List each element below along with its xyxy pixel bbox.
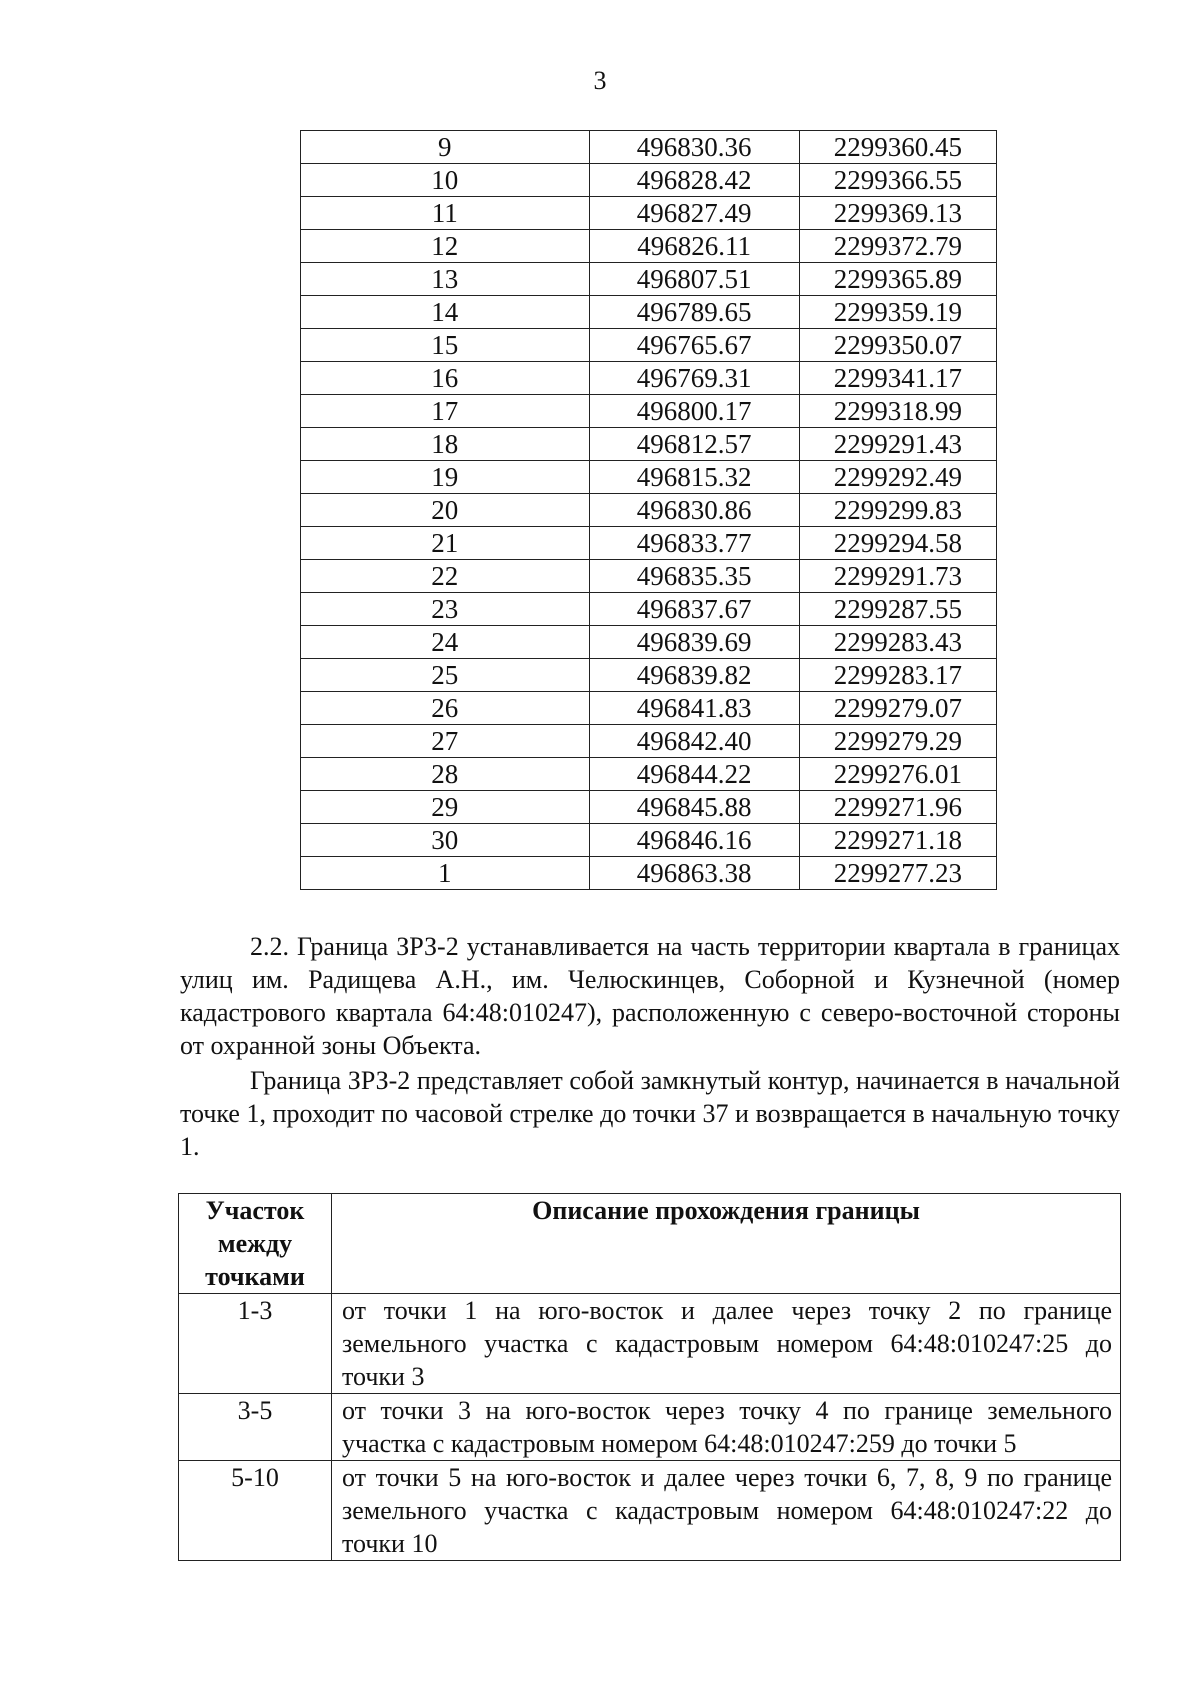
y-coordinate-cell: 2299299.83 — [799, 494, 996, 527]
point-number-cell: 12 — [301, 230, 590, 263]
description-table-body — [179, 1294, 1121, 1561]
point-number-cell: 10 — [301, 164, 590, 197]
y-coordinate-cell: 2299359.19 — [799, 296, 996, 329]
x-coordinate-cell: 496833.77 — [589, 527, 799, 560]
y-coordinate-cell: 2299341.17 — [799, 362, 996, 395]
y-coordinate-cell: 2299283.43 — [799, 626, 996, 659]
x-coordinate-cell: 496863.38 — [589, 857, 799, 890]
description-cell: от точки 5 на юго-восток и далее через точки 6, 7, 8, 9 по границе земельного участка с кадастровым номером 64:48:010247:22 до точки 10 — [332, 1461, 1121, 1561]
point-number-cell: 9 — [301, 131, 590, 164]
segment-cell: 3-5 — [179, 1394, 332, 1461]
y-coordinate-cell: 2299365.89 — [799, 263, 996, 296]
description-cell: от точки 1 на юго-восток и далее через точку 2 по границе земельного участка с кадастровым номером 64:48:010247:25 до точки 3 — [332, 1294, 1121, 1394]
x-coordinate-cell: 496815.32 — [589, 461, 799, 494]
point-number-cell: 22 — [301, 560, 590, 593]
table-row — [301, 395, 997, 428]
coordinates-table-body — [301, 131, 997, 890]
x-coordinate-cell: 496765.67 — [589, 329, 799, 362]
y-coordinate-cell: 2299279.29 — [799, 725, 996, 758]
point-number-cell: 26 — [301, 692, 590, 725]
table-row — [301, 527, 997, 560]
header-description: Описание прохождения границы — [332, 1194, 1121, 1294]
table-header-row — [179, 1194, 1121, 1294]
table-row — [301, 494, 997, 527]
table-row — [301, 659, 997, 692]
table-row — [301, 197, 997, 230]
y-coordinate-cell: 2299277.23 — [799, 857, 996, 890]
table-row — [301, 758, 997, 791]
x-coordinate-cell: 496846.16 — [589, 824, 799, 857]
paragraph-zrz2-boundary — [180, 930, 1120, 1062]
point-number-cell: 20 — [301, 494, 590, 527]
y-coordinate-cell: 2299372.79 — [799, 230, 996, 263]
table-row — [301, 593, 997, 626]
point-number-cell: 27 — [301, 725, 590, 758]
x-coordinate-cell: 496830.36 — [589, 131, 799, 164]
point-number-cell: 25 — [301, 659, 590, 692]
table-row — [301, 725, 997, 758]
table-row — [301, 626, 997, 659]
segment-cell: 1-3 — [179, 1294, 332, 1394]
x-coordinate-cell: 496839.82 — [589, 659, 799, 692]
x-coordinate-cell: 496842.40 — [589, 725, 799, 758]
point-number-cell: 19 — [301, 461, 590, 494]
x-coordinate-cell: 496789.65 — [589, 296, 799, 329]
y-coordinate-cell: 2299271.18 — [799, 824, 996, 857]
table-row — [179, 1394, 1121, 1461]
x-coordinate-cell: 496827.49 — [589, 197, 799, 230]
y-coordinate-cell: 2299369.13 — [799, 197, 996, 230]
y-coordinate-cell: 2299366.55 — [799, 164, 996, 197]
x-coordinate-cell: 496845.88 — [589, 791, 799, 824]
x-coordinate-cell: 496844.22 — [589, 758, 799, 791]
point-number-cell: 23 — [301, 593, 590, 626]
table-row — [301, 791, 997, 824]
table-row — [301, 164, 997, 197]
point-number-cell: 24 — [301, 626, 590, 659]
x-coordinate-cell: 496837.67 — [589, 593, 799, 626]
y-coordinate-cell: 2299287.55 — [799, 593, 996, 626]
x-coordinate-cell: 496841.83 — [589, 692, 799, 725]
x-coordinate-cell: 496769.31 — [589, 362, 799, 395]
table-row — [301, 857, 997, 890]
table-row — [301, 131, 997, 164]
description-cell: от точки 3 на юго-восток через точку 4 по границе земельного участка с кадастровым номером 64:48:010247:259 до точки 5 — [332, 1394, 1121, 1461]
point-number-cell: 21 — [301, 527, 590, 560]
point-number-cell: 13 — [301, 263, 590, 296]
table-row — [301, 428, 997, 461]
paragraph-contour — [180, 1064, 1120, 1163]
y-coordinate-cell: 2299318.99 — [799, 395, 996, 428]
y-coordinate-cell: 2299283.17 — [799, 659, 996, 692]
table-row — [301, 263, 997, 296]
point-number-cell: 30 — [301, 824, 590, 857]
x-coordinate-cell: 496800.17 — [589, 395, 799, 428]
point-number-cell: 1 — [301, 857, 590, 890]
table-row — [301, 560, 997, 593]
table-row — [301, 296, 997, 329]
table-row — [301, 362, 997, 395]
y-coordinate-cell: 2299276.01 — [799, 758, 996, 791]
x-coordinate-cell: 496830.86 — [589, 494, 799, 527]
point-number-cell: 11 — [301, 197, 590, 230]
table-row — [179, 1461, 1121, 1561]
coordinates-table — [300, 130, 997, 890]
x-coordinate-cell: 496812.57 — [589, 428, 799, 461]
y-coordinate-cell: 2299360.45 — [799, 131, 996, 164]
paragraph-text: Граница ЗРЗ-2 представляет собой замкнутый контур, начинается в начальной точке 1, проходит по часовой стрелке до точки 37 и возвращается в начальную точку 1. — [180, 1066, 1120, 1161]
table-row — [179, 1294, 1121, 1394]
table-row — [301, 824, 997, 857]
y-coordinate-cell: 2299279.07 — [799, 692, 996, 725]
paragraph-text: 2.2. Граница ЗРЗ-2 устанавливается на часть территории квартала в границах улиц им. Радищева А.Н., им. Челюскинцев, Соборной и Кузнечной (номер кадастрового квартала 64:48:010247), расположенную с северо-восточной стороны от охранной зоны Объекта. — [180, 932, 1120, 1060]
table-row — [301, 230, 997, 263]
page-number: 3 — [593, 66, 607, 95]
y-coordinate-cell: 2299294.58 — [799, 527, 996, 560]
boundary-description-table — [178, 1193, 1121, 1561]
point-number-cell: 29 — [301, 791, 590, 824]
table-row — [301, 329, 997, 362]
y-coordinate-cell: 2299350.07 — [799, 329, 996, 362]
y-coordinate-cell: 2299292.49 — [799, 461, 996, 494]
x-coordinate-cell: 496826.11 — [589, 230, 799, 263]
table-row — [301, 461, 997, 494]
point-number-cell: 14 — [301, 296, 590, 329]
point-number-cell: 15 — [301, 329, 590, 362]
segment-cell: 5-10 — [179, 1461, 332, 1561]
point-number-cell: 17 — [301, 395, 590, 428]
table-row — [301, 692, 997, 725]
x-coordinate-cell: 496839.69 — [589, 626, 799, 659]
y-coordinate-cell: 2299291.73 — [799, 560, 996, 593]
point-number-cell: 28 — [301, 758, 590, 791]
x-coordinate-cell: 496828.42 — [589, 164, 799, 197]
x-coordinate-cell: 496835.35 — [589, 560, 799, 593]
y-coordinate-cell: 2299291.43 — [799, 428, 996, 461]
x-coordinate-cell: 496807.51 — [589, 263, 799, 296]
header-segment: Участок между точками — [179, 1194, 332, 1294]
y-coordinate-cell: 2299271.96 — [799, 791, 996, 824]
point-number-cell: 18 — [301, 428, 590, 461]
point-number-cell: 16 — [301, 362, 590, 395]
